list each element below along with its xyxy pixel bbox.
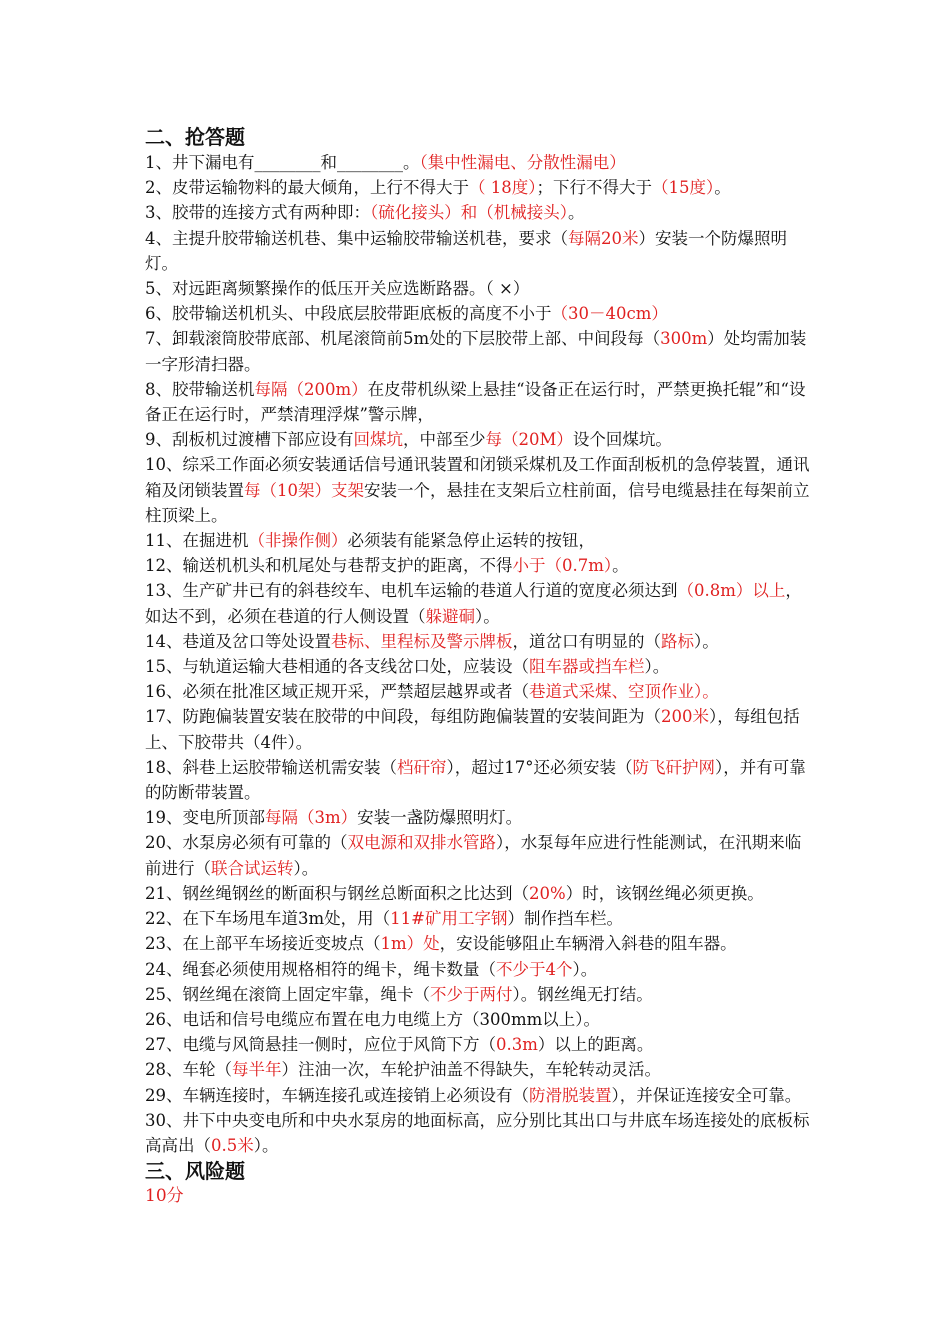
question-text: ，中部至少 [403, 430, 486, 450]
answer-text: 每（20M） [485, 430, 573, 450]
question-text: 19、变电所顶部 [145, 808, 265, 828]
question-text: 20、水泵房必须有可靠的（ [145, 833, 348, 853]
question-item [145, 200, 815, 225]
answer-text: 防滑脱装置 [529, 1085, 612, 1105]
question-text: 。 [714, 178, 731, 198]
question-item [145, 528, 815, 553]
question-text: 27、电缆与风筒悬挂一侧时，应位于风筒下方（ [145, 1035, 496, 1055]
question-text: 12、输送机机头和机尾处与巷帮支护的距离，不得 [145, 556, 513, 576]
answer-text: （30－40cm） [551, 304, 668, 324]
question-item [145, 175, 815, 200]
question-item [145, 982, 815, 1007]
answer-text: （ 18度） [469, 178, 537, 198]
answer-text: 回煤坑 [353, 430, 403, 450]
answer-text: （0.8m）以上 [677, 581, 786, 601]
answer-text: 路标 [661, 631, 694, 651]
question-text: ），超过17°还必须安装（ [446, 757, 633, 777]
question-item [145, 452, 815, 528]
answer-text: 躲避硐 [425, 606, 475, 626]
question-text: 28、车轮（ [145, 1060, 232, 1080]
answer-text: 每隔20米 [568, 228, 639, 248]
question-text: 2、皮带运输物料的最大倾角，上行不得大于 [145, 178, 469, 198]
question-text: ）。 [644, 657, 670, 677]
question-item [145, 629, 815, 654]
question-text: ）。 [253, 1135, 279, 1155]
question-text: ）时，该钢丝绳必须更换。 [565, 883, 764, 903]
question-text: 16、必须在批准区域正规开采，严禁超层越界或者（ [145, 682, 529, 702]
question-item [145, 881, 815, 906]
question-item [145, 1083, 815, 1108]
question-item [145, 427, 815, 452]
question-text: 15、与轨道运输大巷相通的各支线岔口处，应装设（ [145, 657, 529, 677]
question-text: 21、钢丝绳钢丝的断面积与钢丝总断面积之比达到（ [145, 883, 529, 903]
answer-text: 档矸帘 [397, 757, 447, 777]
question-text: 10、综采工作面必须安装通话信号通讯装置和闭锁采煤机及工作面刮板机的急停装置，通讯箱及闭锁装置 [145, 455, 810, 500]
answer-text: 每隔（200m） [254, 379, 368, 399]
question-text: 22、在下车场甩车道3m处，用（ [145, 909, 391, 929]
answer-text: 阻车器或挡车栏 [529, 657, 645, 677]
question-text: ，如达不到，必须在巷道的行人侧设置（ [145, 581, 802, 626]
answer-text: 1m）处 [380, 934, 440, 954]
section-3-title: 三、风险题 [145, 1159, 245, 1184]
question-item [145, 704, 815, 754]
section-3-score: 10分 [145, 1186, 184, 1207]
document-body [145, 124, 815, 1208]
question-item [145, 1007, 815, 1032]
question-text: 11、在掘进机 [145, 531, 249, 551]
answer-text: （集中性漏电、分散性漏电） [419, 153, 626, 172]
answer-text: 不少于4个 [496, 959, 573, 979]
question-text: 25、钢丝绳在滚筒上固定牢靠，绳卡（ [145, 984, 430, 1004]
answer-text: 每（10架）支架 [244, 480, 364, 500]
answer-text: 巷道式采煤、空顶作业）。 [529, 682, 719, 702]
question-text: 必须装有能紧急停止运转的按钮， [347, 531, 595, 551]
question-text: ），并保证连接安全可靠。 [611, 1085, 802, 1105]
question-text: ）。 [475, 606, 500, 626]
question-item [145, 578, 815, 628]
question-text: 5、对远距离频繁操作的低压开关应选断路器。（ ×） [145, 279, 530, 299]
answer-text: 不少于两付 [430, 984, 513, 1004]
answer-text: 每半年 [232, 1060, 282, 1080]
question-item [145, 377, 815, 427]
question-text: ；下行不得大于 [536, 178, 652, 198]
question-text: 设个回煤坑。 [572, 430, 672, 450]
question-text: 1、井下漏电有________和________。 [145, 153, 420, 172]
answer-text: 双电源和双排水管路 [347, 833, 496, 853]
question-text: 3、胶带的连接方式有两种即： [145, 203, 370, 223]
question-text: 安装一盏防爆照明灯。 [357, 808, 523, 828]
question-item [145, 931, 815, 956]
question-text: ），每组包括上、下胶带共（4件）。 [145, 707, 800, 752]
question-text: 安装一个，悬挂在支架后立柱前面，信号电缆悬挂在每架前立柱顶梁上。 [145, 480, 810, 525]
question-text: 9、刮板机过渡槽下部应设有 [145, 430, 354, 450]
question-text: ）安装一个防爆照明灯。 [145, 228, 787, 273]
answer-text: 巷标、里程标及警示牌板 [331, 631, 513, 651]
question-item [145, 906, 815, 931]
question-text: 在皮带机纵梁上悬挂“设备正在运行时，严禁更换托辊”和“设备正在运行时，严禁清理浮煤”警示牌， [145, 379, 806, 425]
answer-text: 0.5米 [211, 1135, 254, 1155]
question-text: ）。 [572, 959, 598, 979]
question-item [145, 957, 815, 982]
question-text: 26、电话和信号电缆应布置在电力电缆上方（300mm以上）。 [145, 1009, 601, 1029]
question-text: 18、斜巷上运胶带输送机需安装（ [145, 757, 397, 777]
question-text: ，安设能够阻止车辆滑入斜巷的阻车器。 [439, 934, 737, 954]
question-text: ）以上的距离。 [537, 1035, 654, 1055]
question-text: 17、防跑偏装置安装在胶带的中间段，每组防跑偏装置的安装间距为（ [145, 707, 661, 727]
answer-text: 0.3m [496, 1035, 538, 1055]
question-text: 8、胶带输送机 [145, 379, 255, 399]
question-text: ）。钢丝绳无打结。 [512, 984, 653, 1004]
question-item [145, 1108, 815, 1158]
question-item [145, 1057, 815, 1082]
answer-text: （非操作侧） [248, 531, 348, 551]
question-item [145, 830, 815, 880]
question-text: 。 [568, 203, 585, 223]
question-text: 6、胶带输送机机头、中段底层胶带距底板的高度不小于 [145, 304, 552, 324]
answer-text: 300m [660, 329, 708, 349]
answer-text: 20% [529, 883, 566, 903]
question-text: 23、在上部平车场接近变坡点（ [145, 934, 381, 954]
question-text: ）注油一次，车轮护油盖不得缺失，车轮转动灵活。 [281, 1060, 661, 1080]
question-text: 24、绳套必须使用规格相符的绳卡，绳卡数量（ [145, 959, 496, 979]
question-text: 7、卸载滚筒胶带底部、机尾滚筒前5m处的下层胶带上部、中间段每（ [145, 329, 661, 349]
question-text: ）。 [293, 858, 319, 878]
answer-text: （硫化接头）和（机械接头） [370, 203, 568, 223]
question-item [145, 326, 815, 376]
section-2-title: 二、抢答题 [145, 125, 245, 149]
question-text: ）处均需加装一字形清扫器。 [145, 329, 807, 374]
answer-text: 每隔（3m） [265, 808, 358, 828]
question-item [145, 276, 815, 301]
answer-text: 小于（0.7m） [512, 556, 613, 576]
question-text: ），并有可靠的防断带装置。 [145, 757, 806, 803]
question-item [145, 150, 815, 175]
question-text: 29、车辆连接时，车辆连接孔或连接销上必须设有（ [145, 1085, 529, 1105]
question-item [145, 553, 815, 578]
question-text: 4、主提升胶带输送机巷、集中运输胶带输送机巷，要求（ [145, 228, 568, 248]
question-text: ，道岔口有明显的（ [512, 631, 661, 651]
question-text: 13、生产矿井已有的斜巷绞车、电机车运输的巷道人行道的宽度必须达到 [145, 581, 678, 601]
question-text: 14、巷道及岔口等处设置 [145, 631, 331, 651]
answer-text: 200米 [661, 707, 709, 727]
answer-text: 联合试运转 [211, 858, 294, 878]
answer-text: 防飞矸护网 [632, 757, 715, 777]
question-text: ）。 [694, 631, 719, 651]
question-item [145, 755, 815, 805]
answer-text: 11#矿用工字钢 [390, 909, 508, 929]
question-text: ）制作挡车栏。 [507, 909, 623, 929]
question-item [145, 226, 815, 276]
question-text: 。 [612, 556, 629, 576]
question-item [145, 654, 815, 679]
question-text: ），水泵每年应进行性能测试，在汛期来临前进行（ [145, 833, 802, 878]
question-item [145, 679, 815, 704]
answer-text: （15度） [652, 178, 715, 198]
question-list [145, 150, 815, 1158]
question-item [145, 301, 815, 326]
question-item [145, 805, 815, 830]
question-item [145, 1032, 815, 1057]
question-text: 30、井下中央变电所和中央水泵房的地面标高，应分别比其出口与井底车场连接处的底板标高高出（ [145, 1110, 810, 1155]
